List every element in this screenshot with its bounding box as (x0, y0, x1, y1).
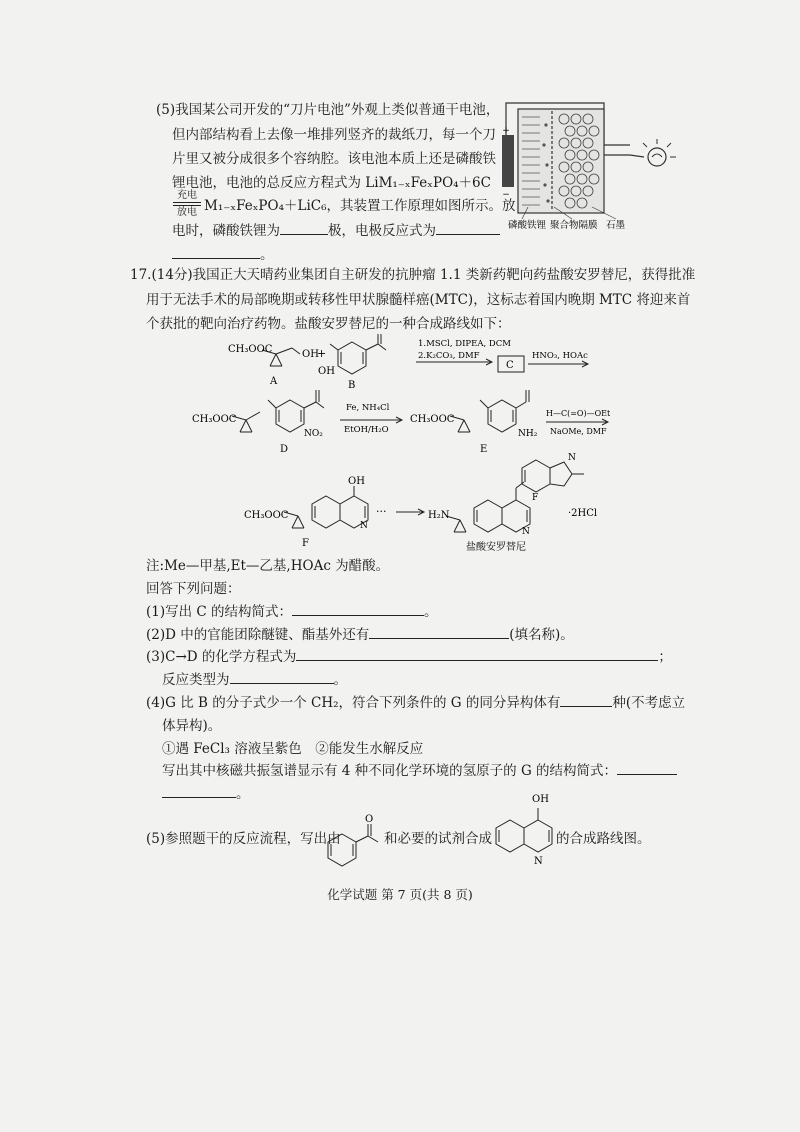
cond1-bot: 2.K₂CO₃, DMF (418, 351, 480, 361)
answer-blank-pole[interactable] (280, 220, 328, 235)
E-NH2: NH₂ (518, 429, 538, 439)
label-separator: 聚合物隔膜 (550, 220, 598, 231)
quinolinol-OH: OH (532, 794, 549, 805)
q4-conditions: ①遇 FeCl₃ 溶液呈紫色 ②能发生水解反应 (162, 741, 424, 757)
q5-line-6 (172, 220, 500, 242)
q4-nmr-text: 写出其中核磁共振氢谱显示有 4 种不同化学环境的氢原子的 G 的结构简式： (162, 763, 618, 779)
D-ester: CH₃OOC (192, 414, 237, 425)
q4-line-2: 体异构)。 (162, 718, 222, 734)
q2-text: (2)D 中的官能团除醚键、酯基外还有 (146, 627, 370, 643)
product-N: N (522, 527, 530, 537)
B-OH: OH (318, 366, 335, 377)
answer-blank-q4-count[interactable] (560, 692, 612, 707)
cond1-top: 1.MSCl, DIPEA, DCM (418, 339, 511, 349)
question-3-type (162, 669, 347, 691)
label-B: B (348, 380, 356, 391)
note: 注:Me—甲基,Et—乙基,HOAc 为醋酸。 (146, 558, 390, 574)
cond4-top: H—C(=O)—OEt (546, 409, 611, 418)
q17-intro-1: 17.(14分)我国正大天晴药业集团自主研发的抗肿瘤 1.1 类新药靶向药盐酸安罗替尼，获得批准 (130, 267, 696, 283)
product-F: F (532, 493, 539, 503)
cathode-stack (502, 135, 514, 187)
answer-prompt: 回答下列问题： (146, 581, 241, 597)
label-A: A (270, 376, 278, 387)
plus-sign-scheme: + (317, 347, 327, 360)
A-ester: CH₃OOC (228, 344, 273, 355)
q5-line-1: (5)我国某公司开发的“刀片电池”外观上类似普通干电池， (156, 102, 500, 118)
answer-blank-q1[interactable] (292, 601, 424, 616)
q17-intro-3: 个获批的靶向治疗药物。盐酸安罗替尼的一种合成路线如下： (146, 316, 511, 332)
question-3 (146, 646, 672, 668)
answer-blank-q2[interactable] (369, 624, 509, 639)
label-F: F (302, 538, 309, 549)
q5-text-a: (5)参照题干的反应流程，写出由 (146, 831, 341, 847)
answer-blank-electrode-1[interactable] (436, 220, 500, 235)
q2-text-end: (填名称)。 (509, 627, 574, 643)
plus-sign: + (502, 126, 510, 136)
q4-line-end (162, 783, 250, 805)
quinolinol-structure (494, 784, 554, 870)
q5-line-4: 锂电池，电池的总反应方程式为 LiM₁₋ₓFeₓPO₄＋6C (172, 175, 491, 191)
F-N: N (360, 521, 368, 531)
question-4 (146, 692, 685, 714)
charge-label: 充电 (177, 190, 197, 201)
E-ester: CH₃OOC (410, 414, 455, 425)
q5-line-3: 片里又被分成很多个容纳腔。该电池本质上还是磷酸铁 (172, 151, 496, 167)
label-graphite: 石墨 (606, 220, 626, 231)
q5-text-c: 的合成路线图。 (556, 831, 651, 847)
q1-text: (1)写出 C 的结构简式： (146, 604, 293, 620)
dots: ··· (376, 505, 387, 518)
answer-blank-q4-structure[interactable] (617, 760, 677, 775)
q5-line-7-end: 。 (260, 247, 274, 263)
q5-text-b: 和必要的试剂合成 (384, 831, 492, 847)
q17-intro-2: 用于无法手术的局部晚期或转移性甲状腺髓样癌(MTC)，这标志着国内晚期 MTC 将迎来首 (146, 292, 691, 308)
acetophenone-O: O (365, 814, 374, 825)
F-ester: CH₃OOC (244, 510, 289, 521)
q3-type-end: 。 (333, 672, 347, 688)
label-E: E (480, 444, 488, 455)
minus-sign: − (502, 190, 510, 200)
q5-line-5: M₁₋ₓFeₓPO₄＋LiC₆，其装置工作原理如图所示。放 (204, 198, 516, 214)
answer-blank-q3-type[interactable] (230, 669, 334, 684)
cond4-bot: NaOMe, DMF (550, 427, 607, 436)
F-OH: OH (348, 476, 365, 487)
label-D: D (280, 444, 289, 455)
answer-blank-q3[interactable] (296, 646, 658, 661)
product-H2N: H₂N (428, 510, 450, 521)
cond3-bot: EtOH/H₂O (344, 425, 389, 435)
question-1 (146, 601, 438, 623)
label-product: 盐酸安罗替尼 (466, 542, 526, 553)
cond3-top: Fe, NH₄Cl (346, 403, 390, 413)
q5-line-7 (172, 244, 274, 266)
q5-line-6a: 电时，磷酸铁锂为 (172, 223, 280, 239)
D-NO2: NO₂ (304, 429, 323, 439)
discharge-label: 放电 (177, 207, 197, 218)
light-bulb-icon (643, 139, 676, 166)
acetophenone-structure (326, 812, 382, 870)
q3-text: (3)C→D 的化学方程式为 (146, 649, 297, 665)
q4-end: 。 (236, 786, 250, 802)
product-indole-N: N (568, 453, 576, 463)
label-lifepo4: 磷酸铁锂 (508, 220, 547, 231)
question-2 (146, 624, 574, 646)
q3-type-text: 反应类型为 (162, 672, 230, 688)
answer-blank-electrode-2[interactable] (172, 244, 260, 259)
answer-blank-q4-structure-2[interactable] (162, 783, 236, 798)
q4-text-b: 种(不考虑立 (612, 695, 686, 711)
q5-line-2: 但内部结构看上去像一堆排列竖齐的裁纸刀，每一个刀 (172, 127, 496, 143)
q4-nmr (162, 760, 677, 782)
battery-diagram (492, 95, 682, 235)
reversible-arrow (172, 190, 202, 218)
label-C[interactable]: C (506, 360, 514, 371)
q1-end: 。 (424, 604, 438, 620)
synthesis-scheme (180, 332, 640, 562)
cond2: HNO₃, HOAc (532, 351, 588, 361)
A-OH: OH (302, 349, 319, 360)
q3-end: ； (658, 649, 672, 665)
quinolinol-N: N (534, 856, 543, 867)
product-HCl: ·2HCl (568, 508, 598, 519)
page-footer: 化学试题 第 7 页(共 8 页) (327, 887, 473, 902)
q5-line-6b: 极，电极反应式为 (328, 223, 436, 239)
q4-text: (4)G 比 B 的分子式少一个 CH₂，符合下列条件的 G 的同分异构体有 (146, 695, 561, 711)
